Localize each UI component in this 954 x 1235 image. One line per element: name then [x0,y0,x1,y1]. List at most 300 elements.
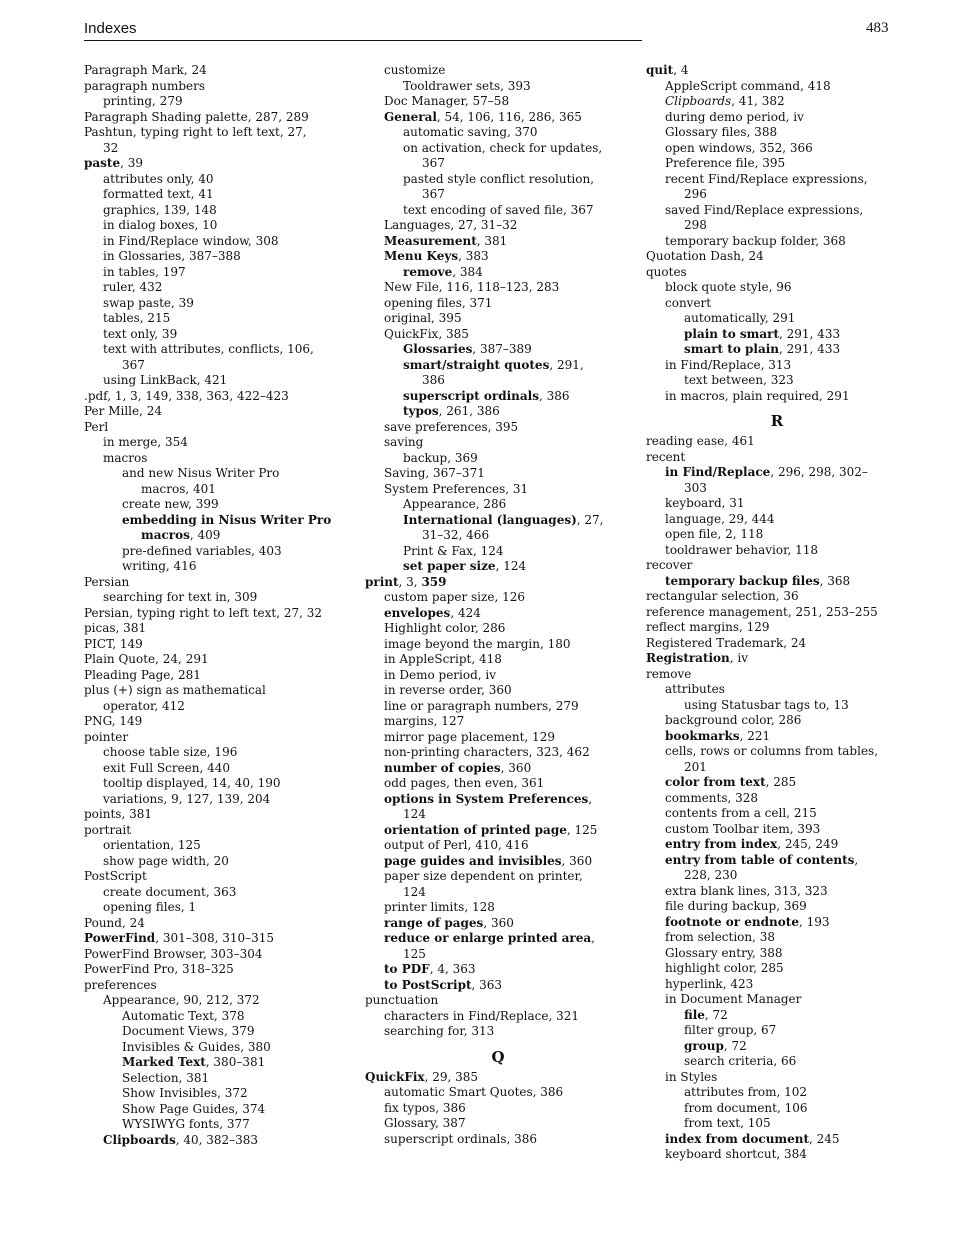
index-entry-text: plus (+) sign as mathematical [84,683,266,697]
index-entry-text: opening files, 1 [103,900,197,914]
index-entry-text: , 29, 385 [424,1069,479,1084]
index-entry [365,1132,631,1148]
index-entry [365,544,631,560]
index-entry [84,342,346,358]
index-entry-text: International (languages) [403,512,577,527]
index-entry [646,125,908,141]
index-entry-text: , 41, 382 [731,94,785,108]
index-entry [84,869,346,885]
index-entry-text: portrait [84,822,132,837]
index-entry [84,218,346,234]
index-entry [84,683,346,699]
index-entry-text: original, 395 [384,311,462,325]
index-entry-text: text between, 323 [684,373,794,387]
index-entry-text: create new, 399 [122,497,219,511]
index-entry-text: 124 [403,807,426,821]
index-entry-text: , 291, 433 [779,342,841,356]
index-entry-text: in Glossaries, 387–388 [103,249,241,263]
index-entry-text: tables, 215 [103,311,171,325]
index-entry-continuation [365,807,631,823]
index-entry-text: range of pages [384,915,484,930]
index-entry-text: AppleScript command, 418 [665,78,831,93]
index-entry-text: temporary backup folder, 368 [665,233,846,248]
index-entry [365,110,631,126]
index-entry-text: points, 381 [84,807,152,821]
index-entry-text: contents from a cell, 215 [665,806,817,820]
index-entry-text: Show Page Guides, 374 [122,1101,266,1116]
index-entry-text: Appearance, 90, 212, 372 [103,993,260,1007]
index-entry-text: index from document [665,1131,810,1146]
index-entry [646,1039,908,1055]
index-entry [365,761,631,777]
index-entry [365,327,631,343]
index-entry-text: from text, 105 [684,1116,771,1130]
index-entry [365,280,631,296]
index-entry [365,962,631,978]
index-entry-text: 359 [421,574,447,589]
index-entry-text: paper size dependent on printer, [384,869,583,883]
index-entry [646,884,908,900]
index-entry [365,993,631,1009]
index-entry-text: 125 [403,946,426,961]
index-entry [84,823,346,839]
index-entry-continuation [84,482,346,498]
index-entry-text: automatic saving, 370 [403,125,538,139]
index-entry-continuation [646,481,908,497]
section-letter-heading: Q [491,1047,505,1066]
index-entry-continuation [365,156,631,172]
index-entry-text: , 72 [704,1007,728,1022]
index-entry-continuation [84,699,346,715]
index-column-3 [646,63,908,1163]
index-entry-text: Menu Keys [384,249,459,263]
index-entry [365,420,631,436]
index-entry-continuation [646,218,908,234]
index-entry [365,451,631,467]
index-entry-text: , 360 [500,760,532,775]
index-entry-text: custom Toolbar item, 393 [665,821,821,836]
index-entry [365,466,631,482]
index-entry-text: backup, 369 [403,450,478,465]
index-entry [365,342,631,358]
index-entry [365,497,631,513]
index-entry [646,667,908,683]
index-entry [646,465,908,481]
index-entry-text: Print & Fax, 124 [403,543,504,558]
index-entry-text: page guides and invisibles [384,853,562,868]
index-entry-text: Saving, 367–371 [384,466,485,480]
index-entry [646,1132,908,1148]
index-entry [365,404,631,420]
index-entry-text: Paragraph Shading palette, 287, 289 [84,109,309,124]
index-entry [646,311,908,327]
index-entry-text: quotes [646,264,687,279]
index-entry-text: , [591,931,595,945]
index-entry-text: , 291, [549,357,584,372]
index-column-2 [365,63,631,1147]
index-entry-text: , 360 [483,915,514,930]
index-entry-text: block quote style, 96 [665,280,792,294]
index-entry-text: open windows, 352, 366 [665,140,813,155]
index-entry [84,327,346,343]
index-entry-text: 386 [422,373,445,387]
index-entry-text: to PDF [384,962,430,976]
index-entry-text: Measurement [384,233,477,248]
index-entry-text: text only, 39 [103,326,178,341]
index-entry [365,125,631,141]
index-entry [365,854,631,870]
index-entry-text: reflect margins, 129 [646,620,770,634]
index-entry-text: macros, 401 [141,481,216,496]
index-entry [365,79,631,95]
index-entry-text: orientation, 125 [103,838,201,852]
index-entry-text: in Find/Replace [665,465,771,479]
index-entry [84,854,346,870]
index-entry [365,63,631,79]
index-entry [365,296,631,312]
index-entry [646,698,908,714]
index-entry [84,265,346,281]
index-entry [84,404,346,420]
index-entry-text: output of Perl, 410, 416 [384,838,529,852]
index-entry [84,761,346,777]
index-entry [646,1054,908,1070]
index-entry-text: QuickFix, 385 [384,326,469,341]
index-entry [84,885,346,901]
index-entry [84,838,346,854]
index-entry-text: , 380–381 [205,1055,266,1069]
index-entry-text: WYSIWYG fonts, 377 [122,1117,250,1131]
index-entry [646,744,908,760]
index-entry [365,234,631,250]
index-entry [84,730,346,746]
index-entry-text: 367 [122,357,145,372]
index-entry-text: in reverse order, 360 [384,683,512,697]
index-entry [84,156,346,172]
index-entry [84,125,346,141]
index-entry-text: using LinkBack, 421 [103,373,228,387]
index-entry-text: , 360 [561,853,593,868]
index-entry-text: highlight color, 285 [665,961,784,975]
index-entry [646,110,908,126]
index-entry-text: and new Nisus Writer Pro [122,466,280,480]
index-entry-text: Pashtun, typing right to left text, 27, [84,125,307,139]
index-entry-text: cells, rows or columns from tables, [665,744,879,758]
index-entry-text: preferences [84,977,157,992]
index-entry [365,265,631,281]
index-entry-text: recent [646,449,686,464]
index-entry [646,729,908,745]
index-entry-text: in AppleScript, 418 [384,652,502,666]
index-entry-continuation [646,187,908,203]
index-entry [646,1008,908,1024]
index-entry [365,559,631,575]
index-entry [365,730,631,746]
index-entry-text: , 125 [566,822,598,837]
index-entry [84,451,346,467]
index-entry-text: , 363 [471,977,503,992]
page-number: 483 [866,20,889,36]
index-entry [646,79,908,95]
index-entry-text: 298 [684,218,707,232]
index-entry-text: , 383 [458,249,489,263]
index-entry [84,187,346,203]
index-entry-text: , 221 [739,728,771,743]
index-entry [84,931,346,947]
index-entry-text: PowerFind [84,931,156,945]
index-entry-text: , 384 [452,264,483,279]
index-entry [646,574,908,590]
index-entry [365,792,631,808]
index-entry [84,606,346,622]
index-entry-text: automatically, 291 [684,311,796,325]
index-entry [365,172,631,188]
index-entry [84,962,346,978]
index-entry-text: image beyond the margin, 180 [384,636,571,651]
index-entry-text: ruler, 432 [103,280,163,294]
index-entry [646,94,908,110]
index-entry [84,916,346,932]
index-entry-text: quit [646,63,674,77]
index-entry [365,699,631,715]
index-entry [84,637,346,653]
index-entry-text: , 245, 249 [777,837,839,851]
index-entry-continuation [365,885,631,901]
index-entry-text: Preference file, 395 [665,156,786,170]
index-entry-text: , 368 [819,573,851,588]
index-entry [84,714,346,730]
index-entry [646,1101,908,1117]
index-entry [646,1070,908,1086]
index-entry-text: pre-defined variables, 403 [122,543,282,558]
index-entry [646,389,908,405]
index-entry-text: using Statusbar tags to, 13 [684,697,849,712]
index-entry [365,1116,631,1132]
index-entry [646,496,908,512]
index-entry-text: in Demo period, iv [384,667,497,682]
index-entry-text: , 261, 386 [438,404,500,418]
index-entry-text: , 409 [189,528,221,542]
index-entry [365,978,631,994]
index-entry [646,915,908,931]
index-entry-text: choose table size, 196 [103,745,238,759]
index-entry-text: superscript ordinals, 386 [384,1131,538,1146]
index-entry [365,575,631,591]
index-entry [84,249,346,265]
index-entry [84,807,346,823]
index-entry-text: formatted text, 41 [103,187,214,201]
index-entry-text: background color, 286 [665,713,802,727]
index-entry [84,497,346,513]
index-entry-text: plain to smart [684,326,780,341]
index-entry [84,900,346,916]
index-entry [646,1023,908,1039]
index-entry-text: printing, 279 [103,94,183,108]
index-entry [365,637,631,653]
index-entry-continuation [84,528,346,544]
index-entry [84,544,346,560]
index-entry [365,621,631,637]
index-entry-text: .pdf, 1, 3, 149, 338, 363, 422–423 [84,388,289,403]
index-entry-text: typos [403,404,439,418]
index-entry [84,234,346,250]
index-entry [365,249,631,265]
index-entry [365,513,631,529]
index-entry [365,745,631,761]
index-entry [646,775,908,791]
index-entry-text: from selection, 38 [665,930,776,944]
index-entry-text: 228, 230 [684,868,738,882]
index-entry-text: characters in Find/Replace, 321 [384,1008,580,1023]
index-entry-text: , [588,791,593,806]
index-entry-continuation [84,358,346,374]
index-entry-text: swap paste, 39 [103,295,194,310]
index-entry [646,822,908,838]
index-entry [646,853,908,869]
index-entry [365,606,631,622]
index-entry-text: printer limits, 128 [384,900,495,914]
index-entry-text: , 124 [495,559,527,573]
index-entry [365,203,631,219]
index-entry-text: pointer [84,729,129,744]
index-entry-text: , 40, 382–383 [175,1132,259,1147]
index-entry-text: attributes from, 102 [684,1085,807,1099]
index-entry [365,916,631,932]
index-entry-text: saving [384,435,424,449]
index-entry-text: tooldrawer behavior, 118 [665,542,819,557]
index-entry-text: Tooldrawer sets, 393 [403,78,531,93]
index-entry-text: from document, 106 [684,1100,808,1115]
index-entry [646,899,908,915]
index-entry-text: variations, 9, 127, 139, 204 [103,791,271,806]
index-entry [646,450,908,466]
index-entry-text: automatic Smart Quotes, 386 [384,1085,564,1099]
index-entry-text: options in System Preferences [384,791,589,806]
index-entry [84,993,346,1009]
index-entry [365,1024,631,1040]
index-entry-text: envelopes [384,605,451,620]
index-entry-text: in dialog boxes, 10 [103,218,218,232]
index-entry-text: group [684,1038,724,1053]
index-entry [84,94,346,110]
index-entry-text: during demo period, iv [665,109,804,124]
index-entry-text: Pleading Page, 281 [84,667,201,682]
index-entry [84,621,346,637]
index-entry [365,1009,631,1025]
index-entry [84,513,346,529]
section-letter-heading: R [770,412,784,430]
index-entry-text: 201 [684,759,707,774]
index-entry-text: recover [646,558,693,572]
index-entry [84,668,346,684]
index-entry-text: entry from index [665,837,778,851]
index-entry-text: set paper size [403,559,496,573]
index-entry-text: show page width, 20 [103,853,229,868]
index-entry-text: , 387–389 [472,342,532,356]
index-entry [84,1086,346,1102]
index-entry-text: 367 [422,156,445,170]
index-entry [84,947,346,963]
index-entry-text: remove [403,264,453,279]
index-entry-text: writing, 416 [122,559,197,573]
index-entry [365,714,631,730]
index-entry-text: text with attributes, conflicts, 106, [103,342,314,356]
index-entry [646,342,908,358]
index-entry-text: keyboard, 31 [665,496,745,510]
index-entry [84,1117,346,1133]
index-entry-text: New File, 116, 118–123, 283 [384,280,560,294]
index-entry-text: , 285 [765,775,797,789]
index-entry [84,776,346,792]
index-entry-text: , 296, 298, 302– [770,465,868,479]
index-entry-text: search criteria, 66 [684,1054,797,1068]
index-entry [365,652,631,668]
index-entry [646,636,908,652]
index-entry-text: exit Full Screen, 440 [103,760,231,775]
index-entry [365,590,631,606]
index-entry-continuation [365,947,631,963]
index-entry [365,1085,631,1101]
index-entry-text: language, 29, 444 [665,511,775,526]
index-entry-text: searching for, 313 [384,1024,495,1038]
index-entry [646,543,908,559]
index-entry [84,1009,346,1025]
index-entry-text: Glossary entry, 388 [665,945,783,960]
index-entry-text: , 424 [450,605,481,620]
index-entry-text: on activation, check for updates, [403,140,603,155]
index-entry-text: odd pages, then even, 361 [384,776,545,790]
index-entry [365,869,631,885]
index-entry [646,977,908,993]
index-entry [646,358,908,374]
index-entry [84,652,346,668]
index-entry [365,482,631,498]
index-entry-text: color from text [665,775,766,789]
index-entry-text: to PostScript [384,977,472,992]
index-entry [646,558,908,574]
index-entry-text: open file, 2, 118 [665,527,764,541]
index-entry [646,589,908,605]
index-entry [646,63,908,79]
index-entry [365,389,631,405]
index-entry-text: , iv [729,651,749,665]
index-entry-text: footnote or endnote [665,914,799,929]
index-entry-text: print [365,574,399,589]
index-entry-text: in Styles [665,1069,718,1084]
index-entry-continuation [646,760,908,776]
index-entry [365,94,631,110]
index-entry-text: 296 [684,187,707,201]
index-entry-text: , 39 [120,156,144,170]
index-entry-text: in Document Manager [665,992,802,1006]
index-entry [84,1040,346,1056]
index-entry-text: Invisibles & Guides, 380 [122,1039,271,1054]
index-entry [84,435,346,451]
index-entry-text: reduce or enlarge printed area [384,931,592,945]
index-entry-text: file during backup, 369 [665,899,807,913]
index-entry [646,620,908,636]
index-entry-text: PostScript [84,869,147,883]
index-entry [646,373,908,389]
index-entry-text: custom paper size, 126 [384,590,525,604]
index-entry [646,172,908,188]
index-entry [646,512,908,528]
index-column-1 [84,63,346,1148]
index-entry-text: , 27, [576,512,604,527]
header-rule [84,40,642,41]
index-entry-text: text encoding of saved file, 367 [403,202,594,217]
index-entry-text: Paragraph Mark, 24 [84,63,207,77]
